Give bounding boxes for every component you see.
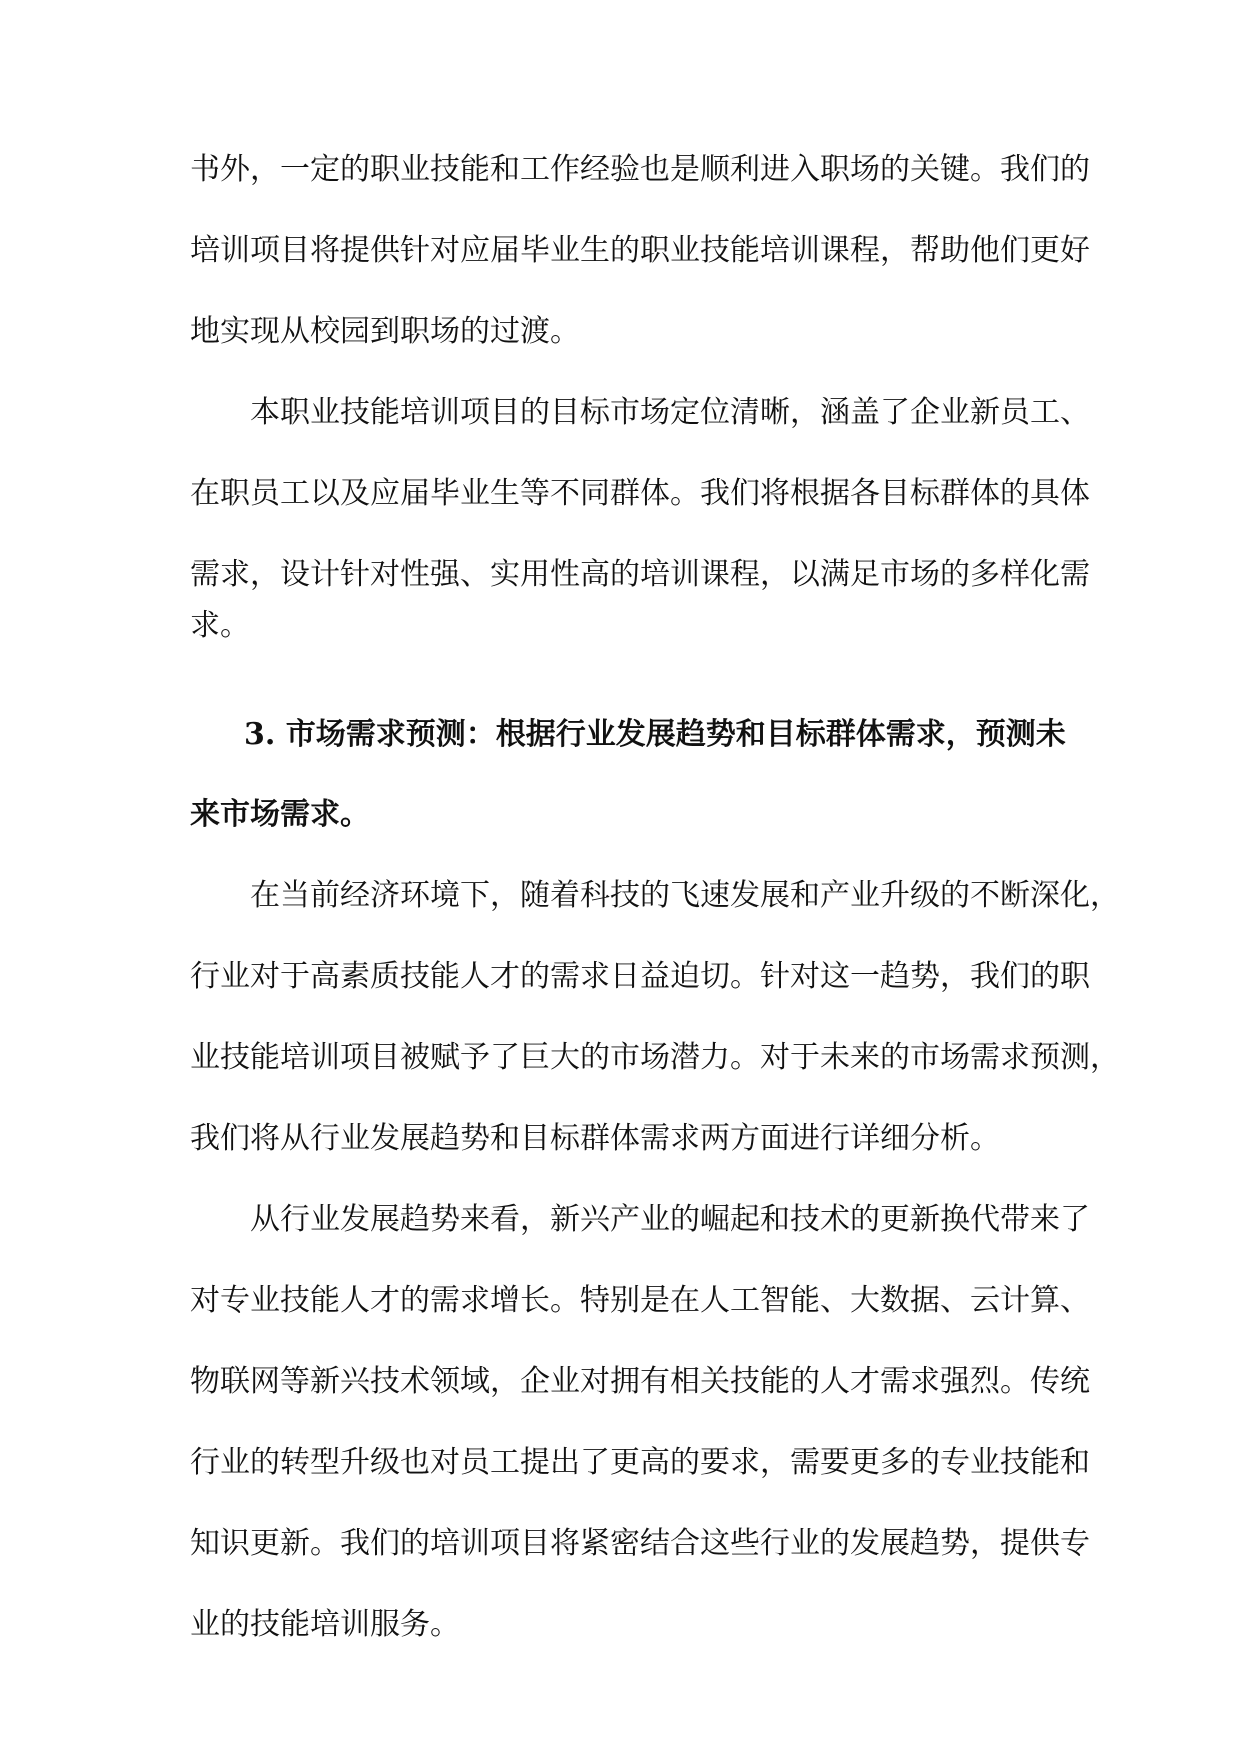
paragraph-3-line-3: 业技能培训项目被赋予了巨大的市场潜力。对于未来的市场需求预测， xyxy=(190,1040,1120,1075)
paragraph-2-line-2: 在职员工以及应届毕业生等不同群体。我们将根据各目标群体的具体 xyxy=(190,476,1090,511)
paragraph-4-line-6: 业的技能培训服务。 xyxy=(190,1607,460,1642)
paragraph-1-line-1: 书外，一定的职业技能和工作经验也是顺利进入职场的关键。我们的 xyxy=(190,152,1090,187)
section-heading-line-2: 来市场需求。 xyxy=(190,797,370,832)
paragraph-1-line-2: 培训项目将提供针对应届毕业生的职业技能培训课程，帮助他们更好 xyxy=(190,233,1090,268)
paragraph-1-line-3: 地实现从校园到职场的过渡。 xyxy=(190,314,580,349)
paragraph-2-line-3: 需求，设计针对性强、实用性高的培训课程，以满足市场的多样化需 xyxy=(190,557,1090,592)
paragraph-3-line-1: 在当前经济环境下，随着科技的飞速发展和产业升级的不断深化， xyxy=(250,878,1120,913)
paragraph-4-line-3: 物联网等新兴技术领域，企业对拥有相关技能的人才需求强烈。传统 xyxy=(190,1364,1090,1399)
paragraph-4-line-4: 行业的转型升级也对员工提出了更高的要求，需要更多的专业技能和 xyxy=(190,1445,1090,1480)
paragraph-2-line-4: 求。 xyxy=(190,608,250,643)
paragraph-3-line-4: 我们将从行业发展趋势和目标群体需求两方面进行详细分析。 xyxy=(190,1121,1000,1156)
paragraph-2-line-1: 本职业技能培训项目的目标市场定位清晰，涵盖了企业新员工、 xyxy=(250,395,1090,430)
paragraph-4-line-1: 从行业发展趋势来看，新兴产业的崛起和技术的更新换代带来了 xyxy=(250,1202,1090,1237)
paragraph-3-line-2: 行业对于高素质技能人才的需求日益迫切。针对这一趋势，我们的职 xyxy=(190,959,1090,994)
section-heading-line-1: 3. 市场需求预测：根据行业发展趋势和目标群体需求，预测未 xyxy=(244,717,1066,752)
paragraph-4-line-2: 对专业技能人才的需求增长。特别是在人工智能、大数据、云计算、 xyxy=(190,1283,1090,1318)
paragraph-4-line-5: 知识更新。我们的培训项目将紧密结合这些行业的发展趋势，提供专 xyxy=(190,1526,1090,1561)
